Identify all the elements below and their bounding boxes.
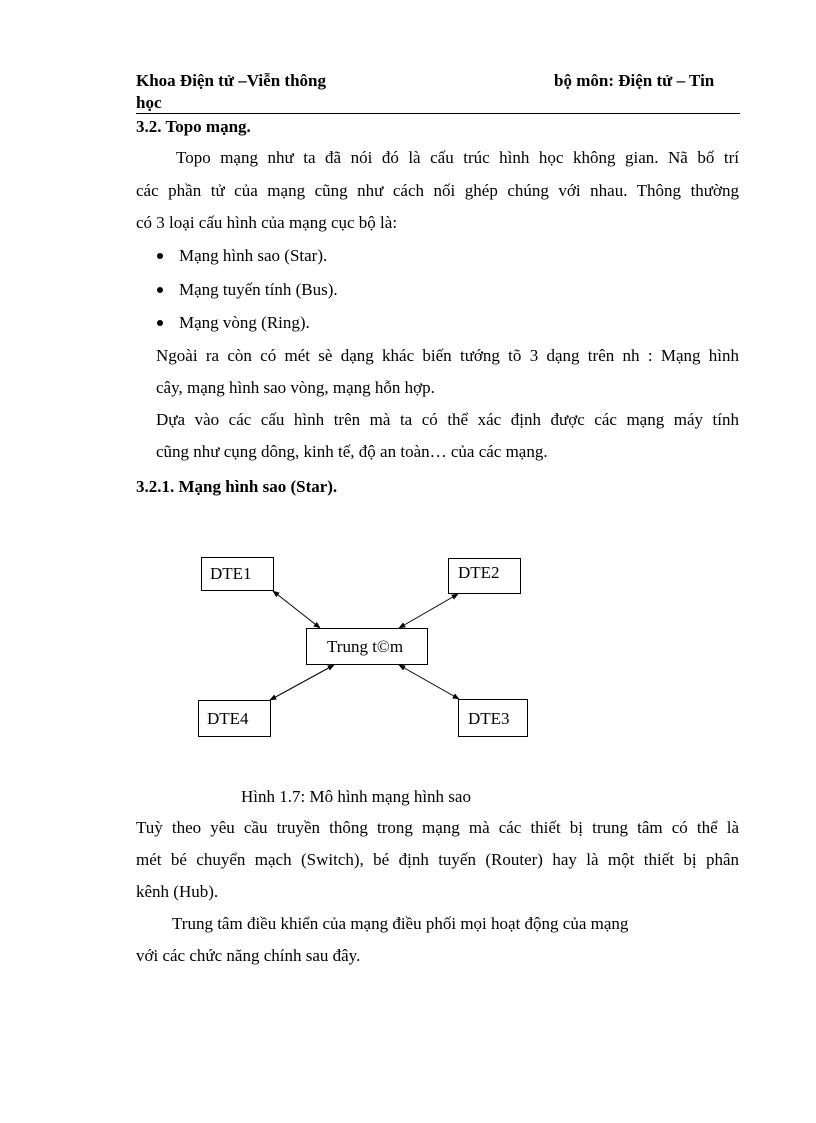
intro-line-3: có 3 loại cấu hình của mạng cục bộ là: [136, 213, 398, 232]
link-dte1 [273, 591, 320, 628]
para2-line-2: cây, mạng hình sao vòng, mạng hỗn hợp. [156, 378, 435, 397]
bullet-bus: Mạng tuyến tính (Bus). [179, 280, 338, 299]
bullet-star: Mạng hình sao (Star). [179, 246, 328, 265]
body-line-3: kênh (Hub). [136, 882, 219, 901]
link-dte3 [399, 665, 459, 699]
para3-line-2: cũng như cụng dông, kinh tế, độ an toàn… của các mạng. [156, 442, 548, 461]
link-dte2 [399, 594, 458, 628]
node-dte1 [201, 557, 274, 591]
node-center [306, 628, 428, 665]
node-center-label: Trung t©m [327, 637, 404, 656]
header-faculty: Khoa Điện tử –Viễn thông [136, 71, 326, 90]
node-dte3-label: DTE3 [468, 709, 510, 728]
node-dte2-label: DTE2 [458, 563, 500, 582]
node-dte1-label: DTE1 [210, 564, 252, 583]
intro-line-2: các phần tử của mạng cũng như cách nối ghép chúng với nhau. Thông thường [136, 181, 739, 200]
node-dte4-label: DTE4 [207, 709, 249, 728]
body-line-2: mét bé chuyển mạch (Switch), bé định tuyến (Router) hay là một thiết bị phân [136, 850, 739, 869]
body-para-line-1: Trung tâm điều khiển của mạng điều phối mọi hoạt động của mạng [172, 914, 629, 933]
node-dte4 [198, 700, 271, 737]
body-para-line-2: với các chức năng chính sau đây. [136, 946, 361, 965]
subsection-heading: 3.2.1. Mạng hình sao (Star). [136, 477, 338, 496]
node-dte3 [458, 699, 528, 737]
body-line-1: Tuỳ theo yêu cầu truyền thông trong mạng mà các thiết bị trung tâm có thể là [136, 818, 739, 837]
node-dte2 [448, 558, 521, 594]
para3-line-1: Dựa vào các cấu hình trên mà ta có thể xác định được các mạng máy tính [156, 410, 739, 429]
intro-line-1: Topo mạng như ta đã nói đó là cấu trúc hình học không gian. Nã bố trí [176, 148, 739, 167]
bullet-ring: Mạng vòng (Ring). [179, 313, 310, 332]
para2-line-1: Ngoài ra còn có mét sè dạng khác biến tướng tõ 3 dạng trên nh : Mạng hình [156, 346, 739, 365]
figure-caption: Hình 1.7: Mô hình mạng hình sao [241, 787, 471, 806]
header-department: bộ môn: Điện tử – Tin [554, 71, 715, 90]
header-faculty-wrap: học [136, 93, 162, 112]
section-heading: 3.2. Topo mạng. [136, 117, 251, 136]
link-dte4 [270, 665, 334, 700]
